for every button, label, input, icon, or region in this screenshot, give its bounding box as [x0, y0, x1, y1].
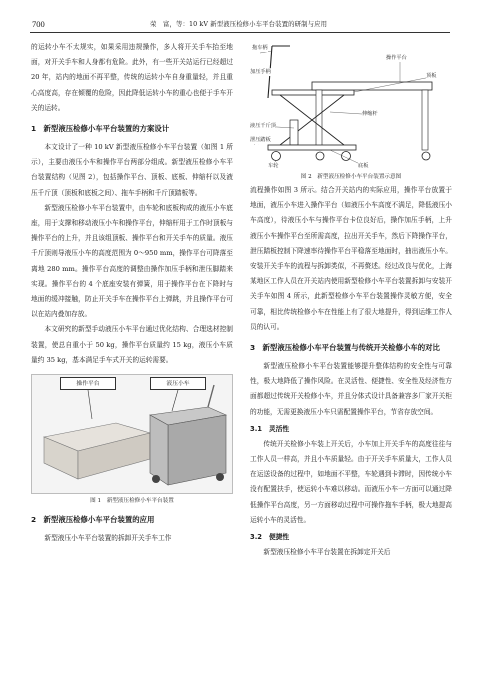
figure-2-tag-tow-handle: 拖车柄	[252, 45, 268, 51]
paragraph-flow: 流程操作如图 3 所示。结合开关站内的实际应用，操作平台放置于地面，液压小车进入操作平台（如液压小车高度不满足，降低液压小车高度），待液压小车与操作平台卡位良好后，操作加压手柄，上升液压小车操作平台至所需高度，拉出开关手车，然后下降操作平台，泄压踏板控制下降速率待操作平台平稳落至地面时，抽出液压小车。安装开关手车的流程与拆卸类似，不再赘述。经过改良与优化，上海某地区工作人员在开关站内使用新型检修小车平台装置拆卸与安装开关手车如图 4 所示，此新型检修小车平台装置操作灵敏方便，安全可靠，相比传统检修小车在性能上有了很大地提升，得到运维工作人员的认可。	[250, 186, 452, 331]
subsection-3-2-heading: 3.2 便捷性	[250, 533, 290, 542]
paragraph-s3-1-1: 传统开关检修小车装上开关后，小车加上开关手车的高度往往与工作人员一样高，并且小车质量轻。由于开关手车质量大，工作人员在运送设备的过程中，如地面不平整，车轮遇到卡滞时，因传统小车没有配置扶手，使运转小车难以移动。而液压小车一方面可以通过降低操作平台高度，另一方面移动过程中可操作拖车手柄，极大地提高运转小车的灵活性。	[250, 439, 452, 524]
section-3-heading: 3 新型液压检修小车平台装置与传统开关检修小车的对比	[250, 343, 440, 353]
paragraph-s1-2: 新型液压检修小车平台装置中，由车轮和底板构成的液压小车底座，用于支撑和移动液压小车和操作平台，伸缩杆用于工作时顶板与操作平台的上升，并且该组顶板、操作平台和开关手车的质量。液压千斤顶则导液压小车的高度范围为 0～950 mm，操作平台可降落至离地 280 mm。操作平台高度的调整由操作加压手柄和泄压脚踏来实现。操作平台的 4 个底座安装有弹簧，用于操作平台在下降时与地面的缓冲接触，防止开关手车在操作平台上弹跳，并且操作平台可以在站内叠加存放。	[31, 203, 233, 319]
figure-2-drawing	[250, 40, 452, 170]
subsection-3-1-heading: 3.1 灵活性	[250, 424, 290, 433]
paragraph-s2-1: 新型液压小车平台装置的拆卸开关手车工作	[44, 534, 172, 543]
right-column	[250, 40, 452, 560]
figure-2-caption: 图 2 新型液压检修小车平台装置示意图	[300, 174, 402, 180]
header-rule	[30, 32, 450, 33]
figure-2-tag-bottom-plate: 底板	[358, 163, 369, 169]
paragraph-s3-1: 新型液压检修小车平台装置能够提升整体结构的安全性与可靠性，极大地降低了操作风险。在灵活性、便捷性、安全性及经济性方面都超过传统开关检修小车，并且分体式设计具备兼容多厂家开关柜的功能，无需更换液压小车只需配置操作平台，节省存放空间。	[250, 362, 452, 416]
paragraph-intro: 的运转小车不太规实，如果采用违规操作，多人将开关手车抬至地面，对开关手车和人身都有危险。此外，有一些开关站运行已经超过 20 年，站内的地面不再平整，传统的运转小车自身重量轻，并且重心高度高，存在倾覆的危险，因此降低运转小车的重心也便于手车开关的运转。	[31, 43, 233, 112]
figure-1-label-platform: 操作平台	[60, 377, 116, 390]
left-column	[31, 40, 233, 546]
section-1-heading: 1 新型液压检修小车平台装置的方案设计	[31, 124, 170, 134]
figure-2-tag-operating-platform: 操作平台	[386, 55, 407, 61]
section-2-heading: 2 新型液压检修小车平台装置的应用	[31, 515, 155, 525]
figure-2-tag-jack: 液压千斤顶	[250, 123, 276, 129]
figure-2-tag-release-pedal: 泄压踏板	[250, 137, 271, 143]
figure-1-photo	[31, 374, 233, 494]
paragraph-s3-2-1: 新型液压检修小车平台装置在拆卸定开关后	[263, 548, 391, 557]
running-head: 荣 富，等：10 kV 新型液压检修小车平台装置的研制与应用	[150, 20, 328, 28]
paragraph-s1-1: 本文设计了一种 10 kV 新型液压检修小车平台装置（如图 1 所示），主要由液压小车和操作平台两部分组成。新型液压检修小车平台装置结构（见图 2），包括操作平台、顶板、底板、伸缩杆以及液压千斤顶（顶板和底板之间）、拖车手柄和千斤顶踏板等。	[31, 143, 233, 197]
figure-2-tag-pressure-handle: 加压手柄	[250, 69, 271, 75]
figure-1-drawing	[32, 375, 234, 495]
figure-1-label-cart: 液压小车	[150, 377, 206, 390]
page-number: 700	[32, 19, 45, 29]
figure-2-tag-telescopic-rod: 伸缩杆	[362, 111, 378, 117]
figure-2-tag-wheel: 车轮	[268, 163, 279, 169]
figure-2-diagram	[250, 40, 452, 170]
paragraph-s1-3: 本文研究的新型手动液压小车平台通过优化结构、合理选材控制装置，使总自重小于 50 kg，操作平台质量约 15 kg，液压小车质量约 35 kg，基本满足手车式开关的运转需要。	[31, 325, 233, 364]
figure-1-caption: 图 1 新型液压检修小车平台装置	[90, 498, 174, 505]
figure-2-tag-top-plate: 顶板	[426, 73, 437, 79]
